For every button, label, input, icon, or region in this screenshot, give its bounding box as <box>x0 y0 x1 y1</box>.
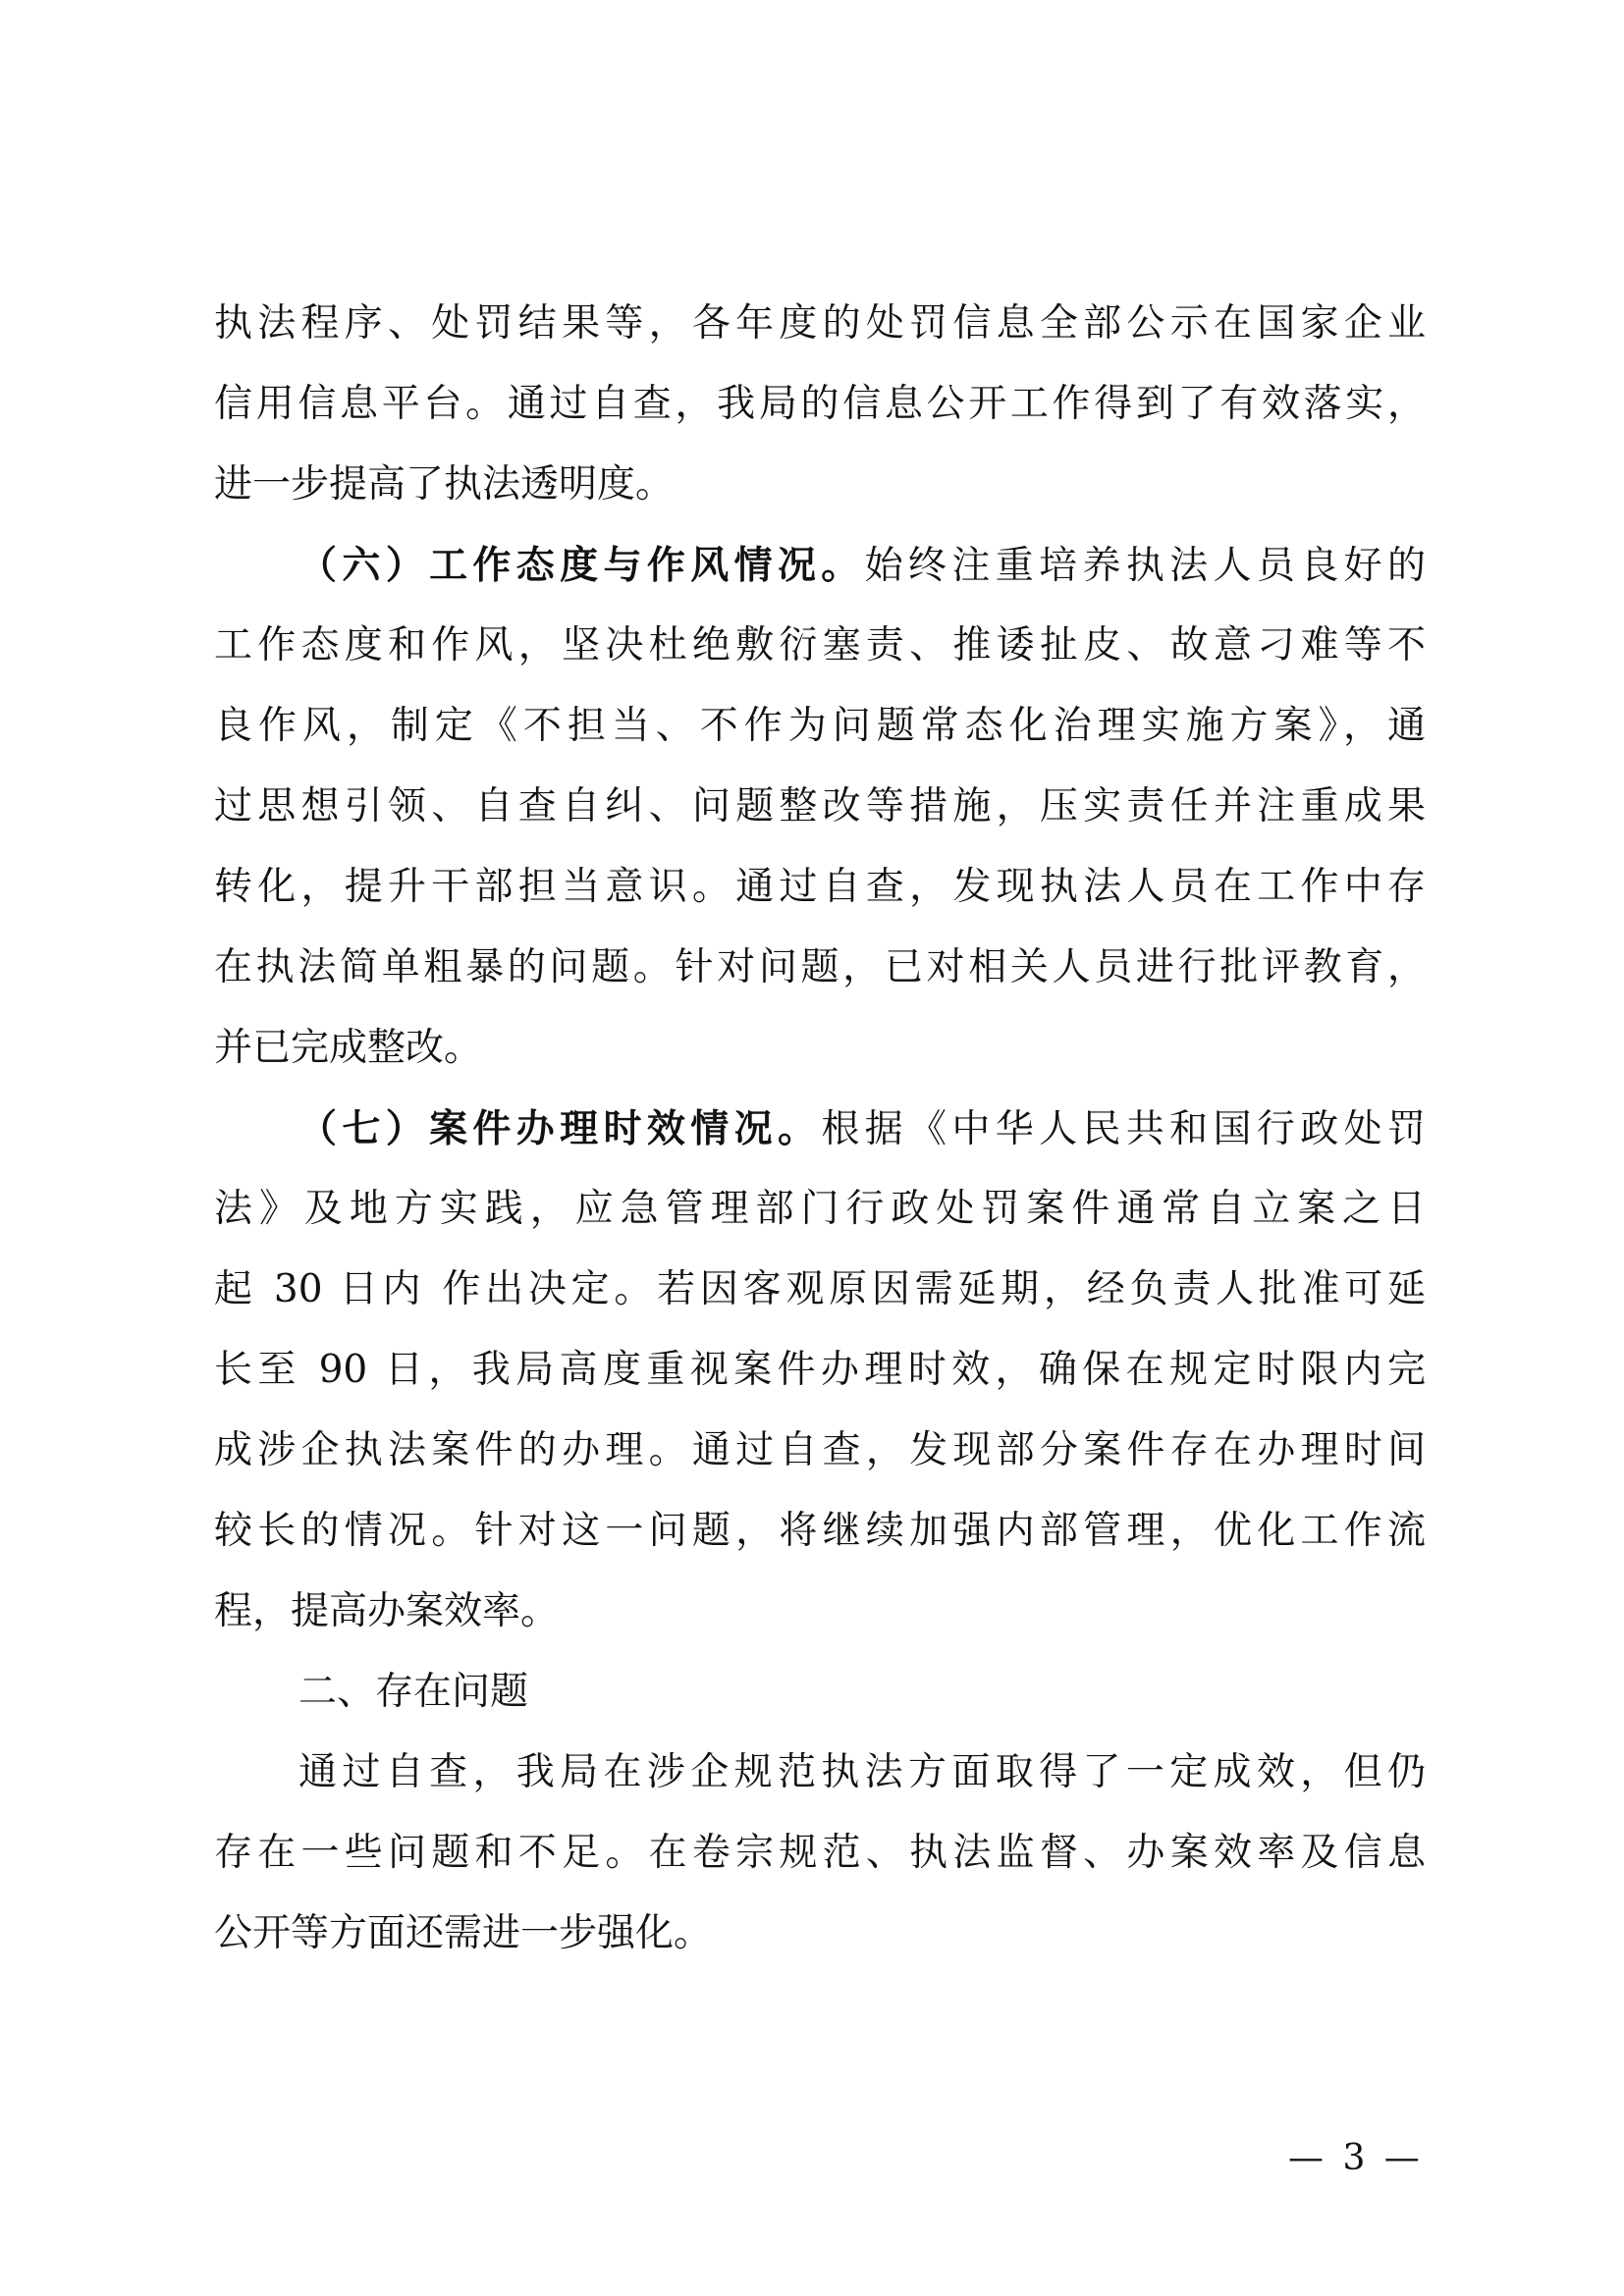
body-text-line: 过思想引领、自查自纠、问题整改等措施，压实责任并注重成果 <box>214 784 1426 828</box>
body-text-line: 公开等方面还需进一步强化。 <box>214 1911 713 1955</box>
body-text: 根据《中华人民共和国行政处罚 <box>821 1107 1426 1151</box>
body-text-line: 法》及地方实践，应急管理部门行政处罚案件通常自立案之日 <box>214 1187 1426 1231</box>
body-text-line: 进一步提高了执法透明度。 <box>214 462 675 507</box>
section-heading: 二、存在问题 <box>298 1670 529 1714</box>
body-text-line: 在执法简单粗暴的问题。针对问题，已对相关人员进行批评教育， <box>214 945 1426 989</box>
body-text-line: 良作风，制定《不担当、不作为问题常态化治理实施方案》，通 <box>214 704 1426 748</box>
body-text-line: 通过自查，我局在涉企规范执法方面取得了一定成效，但仍 <box>298 1750 1426 1794</box>
body-text-line: 成涉企执法案件的办理。通过自查，发现部分案件存在办理时间 <box>214 1428 1426 1472</box>
page-number: — 3 — <box>1288 2138 1424 2178</box>
body-text-line: 转化，提升干部担当意识。通过自查，发现执法人员在工作中存 <box>214 865 1426 909</box>
body-text-line: 较长的情况。针对这一问题，将继续加强内部管理，优化工作流 <box>214 1509 1426 1553</box>
body-text-line: 起 30 日内 作出决定。若因客观原因需延期，经负责人批准可延 <box>214 1267 1426 1311</box>
paragraph-first-line <box>298 1105 1426 1152</box>
body-text-line: 执法程序、处罚结果等，各年度的处罚信息全部公示在国家企业 <box>214 301 1426 346</box>
subsection-heading: （六）工作态度与作风情况。 <box>298 543 865 588</box>
body-text-line: 信用信息平台。通过自查，我局的信息公开工作得到了有效落实， <box>214 382 1426 426</box>
body-text-line: 存在一些问题和不足。在卷宗规范、执法监督、办案效率及信息 <box>214 1831 1426 1875</box>
body-text-line: 并已完成整改。 <box>214 1026 483 1070</box>
body-text-line: 工作态度和作风，坚决杜绝敷衍塞责、推诿扯皮、故意刁难等不 <box>214 623 1426 667</box>
body-text-line: 程，提高办案效率。 <box>214 1589 560 1633</box>
body-text-line: 长至 90 日，我局高度重视案件办理时效，确保在规定时限内完 <box>214 1348 1426 1392</box>
subsection-heading: （七）案件办理时效情况。 <box>298 1106 822 1151</box>
body-text: 始终注重培养执法人员良好的 <box>864 544 1426 588</box>
paragraph-first-line <box>298 542 1426 589</box>
